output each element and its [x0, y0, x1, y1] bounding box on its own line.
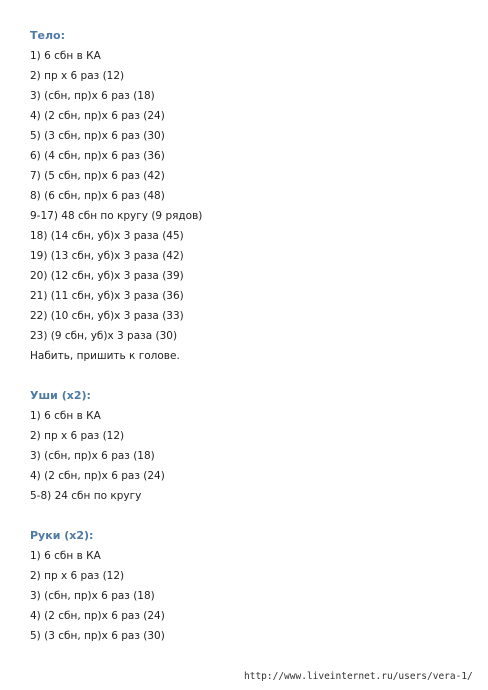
- section-title: Руки (х2):: [30, 529, 94, 542]
- pattern-document: [30, 26, 470, 646]
- pattern-row: 5) (3 сбн, пр)х 6 раз (30): [30, 630, 165, 642]
- pattern-row: 5-8) 24 сбн по кругу: [30, 490, 142, 502]
- pattern-row: 1) 6 сбн в КА: [30, 410, 101, 422]
- section-spacer: [30, 506, 470, 526]
- pattern-row: 3) (сбн, пр)х 6 раз (18): [30, 90, 155, 102]
- pattern-row: 18) (14 сбн, уб)х 3 раза (45): [30, 230, 184, 242]
- pattern-row: 3) (сбн, пр)х 6 раз (18): [30, 450, 155, 462]
- pattern-row: 4) (2 сбн, пр)х 6 раз (24): [30, 470, 165, 482]
- pattern-row: 4) (2 сбн, пр)х 6 раз (24): [30, 110, 165, 122]
- section-body: [30, 26, 470, 366]
- pattern-row: 2) пр х 6 раз (12): [30, 430, 125, 442]
- pattern-row: 5) (3 сбн, пр)х 6 раз (30): [30, 130, 165, 142]
- pattern-row: 1) 6 сбн в КА: [30, 550, 101, 562]
- pattern-row: Набить, пришить к голове.: [30, 350, 180, 362]
- pattern-row: 2) пр х 6 раз (12): [30, 570, 125, 582]
- section-ears: [30, 386, 470, 506]
- pattern-row: 2) пр х 6 раз (12): [30, 70, 125, 82]
- pattern-row: 23) (9 сбн, уб)х 3 раза (30): [30, 330, 178, 342]
- pattern-row: 8) (6 сбн, пр)х 6 раз (48): [30, 190, 165, 202]
- pattern-row: 20) (12 сбн, уб)х 3 раза (39): [30, 270, 184, 282]
- source-url-watermark: http://www.liveinternet.ru/users/vera-1/: [244, 671, 473, 682]
- section-title: Уши (х2):: [30, 389, 91, 402]
- pattern-row: 21) (11 сбн, уб)х 3 раза (36): [30, 290, 184, 302]
- pattern-row: 4) (2 сбн, пр)х 6 раз (24): [30, 610, 165, 622]
- pattern-row: 19) (13 сбн, уб)х 3 раза (42): [30, 250, 184, 262]
- section-arms: [30, 526, 470, 646]
- pattern-row: 22) (10 сбн, уб)х 3 раза (33): [30, 310, 184, 322]
- section-spacer: [30, 366, 470, 386]
- pattern-row: 1) 6 сбн в КА: [30, 50, 101, 62]
- section-title: Тело:: [30, 29, 65, 42]
- pattern-row: 3) (сбн, пр)х 6 раз (18): [30, 590, 155, 602]
- pattern-row: 7) (5 сбн, пр)х 6 раз (42): [30, 170, 165, 182]
- pattern-row: 9-17) 48 сбн по кругу (9 рядов): [30, 210, 203, 222]
- pattern-row: 6) (4 сбн, пр)х 6 раз (36): [30, 150, 165, 162]
